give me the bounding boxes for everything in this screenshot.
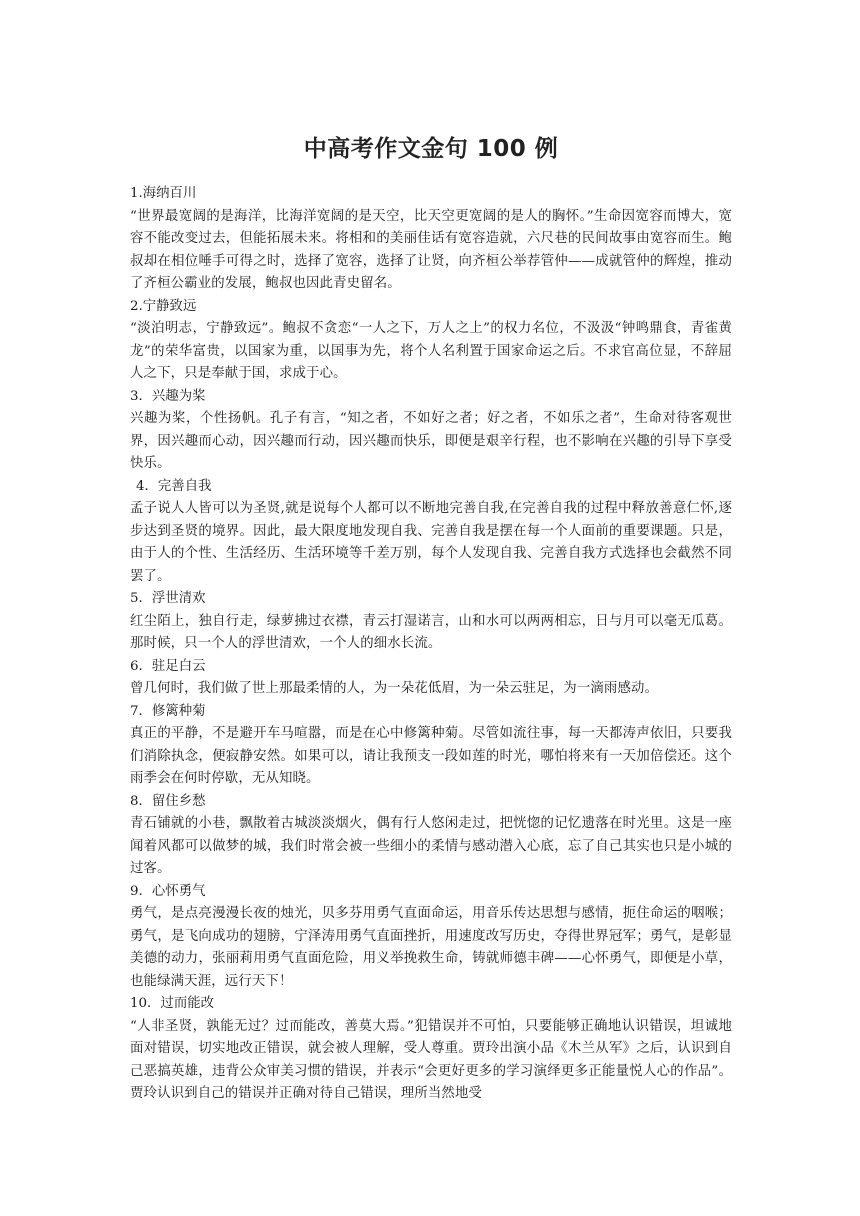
section-body: “人非圣贤，孰能无过？过而能改，善莫大焉。”犯错误并不可怕，只要能够正确地认识错误，坦诚地面对错误，切实地改正错误，就会被人理解，受人尊重。贾玲出演小品《木兰从军》之后，认识到自己恶搞英雄，违背公众审美习惯的错误，并表示“会更好更多的学习演绎更多正能量悦人心的作品”。贾玲认识到自己的错误并正确对待自己错误，理所当然地受 [130,1018,732,1101]
section-body: “淡泊明志，宁静致远”。鲍叔不贪恋“一人之下，万人之上”的权力名位，不汲汲“钟鸣鼎食，青雀黄龙”的荣华富贵，以国家为重，以国事为先，将个人名利置于国家命运之后。不求官高位显，不辞屈人之下，只是奉献于国，求成于心。 [130,321,732,381]
section-heading: 8．留住乡愁 [130,793,206,809]
section-body: 青石铺就的小巷，飘散着古城淡淡烟火，偶有行人悠闲走过，把恍惚的记忆遗落在时光里。这是一座闻着风都可以做梦的城，我们时常会被一些细小的柔情与感动潜入心底，忘了自己其实也只是小城的过客。 [130,816,732,876]
section-8 [130,791,732,881]
section-heading: 5．浮世清欢 [130,591,206,606]
section-4 [130,476,732,589]
section-body: 曾几何时，我们做了世上那最柔情的人，为一朵花低眉，为一朵云驻足，为一滴雨感动。 [130,681,659,696]
section-heading: 2.宁静致远 [130,298,197,314]
section-5 [130,588,732,656]
section-7 [130,701,732,791]
section-body: 勇气，是点亮漫漫长夜的烛光，贝多芬用勇气直面命运，用音乐传达思想与感情，扼住命运的咽喉；勇气，是飞向成功的翅膀，宁泽涛用勇气直面挫折，用速度改写历史，夺得世界冠军；勇气，是彰显美德的动力，张丽莉用勇气直面危险，用义举挽救生命，铸就师德丰碑——心怀勇气，即便是小草，也能绿满天涯，远行天下！ [130,906,732,989]
section-body: 兴趣为桨，个性扬帆。孔子有言，“知之者，不如好之者；好之者，不如乐之者”，生命对待客观世界，因兴趣而心动，因兴趣而行动，因兴趣而快乐，即便是艰辛行程，也不影响在兴趣的引导下享受快乐。 [130,411,732,471]
section-heading: 1.海纳百川 [130,186,197,201]
section-heading: 4．完善自我 [136,478,212,494]
section-heading: 7．修篱种菊 [130,703,206,719]
section-3 [130,386,732,476]
document-title: 中高考作文金句 100 例 [303,136,559,162]
section-1 [130,183,732,296]
section-heading: 10．过而能改 [130,996,214,1011]
section-body: 真正的平静，不是避开车马喧嚣，而是在心中修篱种菊。尽管如流往事，每一天都涛声依旧，只要我们消除执念，便寂静安然。如果可以，请让我预支一段如莲的时光，哪怕将来有一天加倍偿还。这个雨季会在何时停歇，无从知晓。 [130,726,732,786]
section-heading: 6．驻足白云 [130,658,206,674]
section-body: “世界最宽阔的是海洋，比海洋宽阔的是天空，比天空更宽阔的是人的胸怀。”生命因宽容而博大，宽容不能改变过去，但能拓展未来。将相和的美丽佳话有宽容造就，六尺巷的民间故事由宽容而生。鲍叔却在相位唾手可得之时，选择了宽容，选择了让贤，向齐桓公举荐管仲——成就管仲的辉煌，推动了齐桓公霸业的发展，鲍叔也因此青史留名。 [130,208,732,291]
section-10 [130,993,732,1106]
document-page [130,130,732,1106]
section-heading: 3．兴趣为桨 [130,388,206,404]
section-9 [130,881,732,994]
section-6 [130,656,732,701]
section-2 [130,296,732,386]
section-heading: 9．心怀勇气 [130,883,206,899]
section-body: 孟子说人人皆可以为圣贤,就是说每个人都可以不断地完善自我,在完善自我的过程中释放善意仁怀,逐步达到圣贤的境界。因此，最大限度地发现自我、完善自我是摆在每一个人面前的重要课题。只是，由于人的个性、生活经历、生活环境等千差万别，每个人发现自我、完善自我方式选择也会截然不同罢了。 [130,501,732,584]
section-body: 红尘陌上，独自行走，绿萝拂过衣襟，青云打湿诺言，山和水可以两两相忘，日与月可以毫无瓜葛。那时候，只一个人的浮世清欢，一个人的细水长流。 [130,613,732,651]
